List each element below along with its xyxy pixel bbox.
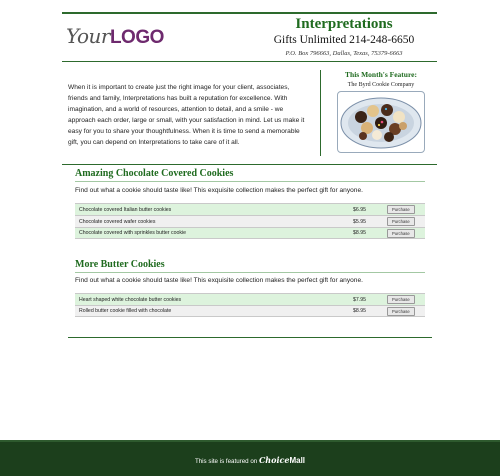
section-title-rule [75, 272, 425, 273]
content-rule [62, 164, 437, 165]
product-price: $5.95 [353, 218, 366, 225]
feature-title: This Month's Feature: [345, 70, 417, 79]
brand-part2: Mall [289, 456, 306, 465]
purchase-button[interactable]: Purchase [387, 217, 415, 226]
purchase-button[interactable]: Purchase [387, 295, 415, 304]
section-title-butter: More Butter Cookies [75, 259, 165, 270]
header-rule [62, 61, 437, 62]
bottom-rule [68, 337, 432, 338]
brand-part1: Choice [258, 455, 290, 465]
table-row [75, 215, 425, 227]
product-price: $8.95 [353, 308, 366, 314]
intro-paragraph: When it is important to create just the right image for your client, associates, friends and family, Interpretations has built a reputation for excellence. With imagination, and a world of resources, attention to detail, and a smile - we approach each order, large or small, with your satisfaction in mind. Let us make it easy for you to share your thoughtfulness. When it is time to send a memorable gift, you can depend on Interpretations to take care of it all. [68, 84, 305, 146]
section-description: Find out what a cookie should taste like! This exquisite collection makes the perfect gift for anyone. [75, 277, 363, 284]
product-name: Chocolate covered wafer cookies [79, 218, 156, 225]
table-row [75, 293, 425, 305]
choicemall-link[interactable] [259, 456, 305, 465]
feature-image[interactable] [337, 91, 425, 153]
top-rule [62, 12, 437, 14]
feature-subtitle: The Byrd Cookie Company [347, 82, 415, 88]
company-name: Interpretations [295, 16, 393, 32]
section-title-rule [75, 181, 425, 182]
product-table-chocolate [75, 203, 425, 239]
product-name: Rolled butter cookie filled with chocolate [79, 308, 172, 314]
purchase-button[interactable]: Purchase [387, 229, 415, 238]
table-row [75, 203, 425, 215]
purchase-button[interactable]: Purchase [387, 205, 415, 214]
purchase-button[interactable]: Purchase [387, 307, 415, 316]
logo-text-logo: LOGO [109, 27, 164, 48]
company-info [250, 16, 438, 57]
product-price: $8.95 [353, 230, 366, 236]
cookie-plate-icon [339, 93, 423, 151]
table-row [75, 305, 425, 317]
company-address: P.O. Box 796663, Dallas, Texas, 75379-6663 [285, 50, 403, 57]
logo-text-your: Your [66, 24, 110, 48]
product-name: Chocolate covered Italian butter cookies [79, 206, 172, 213]
product-table-butter [75, 293, 425, 317]
table-row [75, 227, 425, 239]
footer-text [0, 455, 500, 465]
section-title-chocolate: Amazing Chocolate Covered Cookies [75, 168, 234, 179]
feature-panel [326, 70, 436, 153]
company-phone: Gifts Unlimited 214-248-6650 [273, 34, 415, 46]
footer [0, 440, 500, 476]
product-name: Chocolate covered with sprinkles butter cookie [79, 230, 186, 236]
footer-label: This site is featured on [194, 458, 258, 465]
product-price: $7.95 [353, 296, 366, 303]
product-price: $6.95 [353, 206, 366, 213]
logo[interactable] [66, 24, 164, 49]
feature-divider [320, 70, 321, 156]
section-description: Find out what a cookie should taste like! This exquisite collection makes the perfect gift for anyone. [75, 187, 363, 194]
product-name: Heart shaped white chocolate butter cookies [79, 296, 182, 303]
